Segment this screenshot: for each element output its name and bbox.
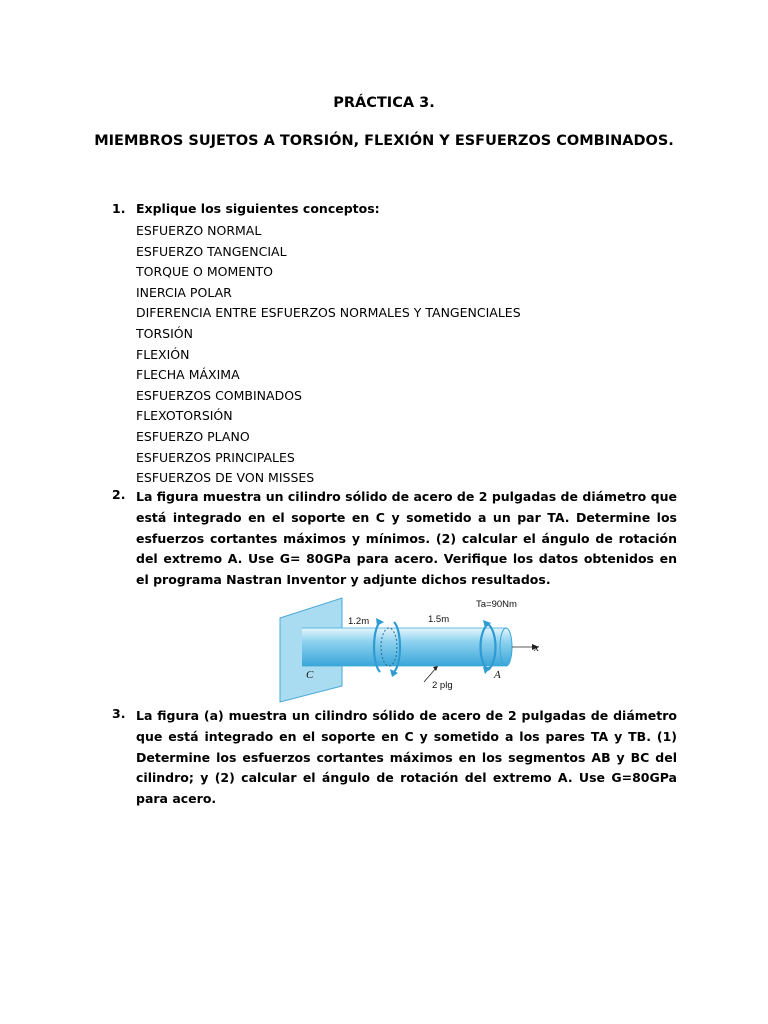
label-length-2: 1.5m xyxy=(428,614,450,625)
list-item: INERCIA POLAR xyxy=(136,284,232,300)
label-support: C xyxy=(306,669,314,681)
list-item: FLECHA MÁXIMA xyxy=(136,367,240,383)
list-item: TORQUE O MOMENTO xyxy=(136,264,273,280)
label-end: A xyxy=(494,669,501,681)
list-item: ESFUERZO PLANO xyxy=(136,428,250,444)
concept-list xyxy=(136,221,521,489)
list-item: ESFUERZO TANGENCIAL xyxy=(136,243,287,259)
arrowhead-icon xyxy=(390,669,398,677)
list-item: ESFUERZOS COMBINADOS xyxy=(136,387,302,403)
label-diameter: 2 plg xyxy=(432,680,453,691)
list-item: FLEXOTORSIÓN xyxy=(136,408,233,424)
list-item: TORSIÓN xyxy=(136,325,193,341)
arrowhead-icon xyxy=(483,667,491,674)
list-item: ESFUERZOS PRINCIPALES xyxy=(136,449,295,465)
question-3-number: 3. xyxy=(112,706,126,721)
question-2-number: 2. xyxy=(112,487,126,502)
list-item: ESFUERZO NORMAL xyxy=(136,223,262,238)
question-1-heading: Explique los siguientes conceptos: xyxy=(136,201,380,216)
question-1-number: 1. xyxy=(112,201,126,216)
document-subtitle: MIEMBROS SUJETOS A TORSIÓN, FLEXIÓN Y ESFUERZOS COMBINADOS. xyxy=(94,133,674,149)
list-item: DIFERENCIA ENTRE ESFUERZOS NORMALES Y TANGENCIALES xyxy=(136,305,521,321)
list-item: ESFUERZOS DE VON MISSES xyxy=(136,470,315,486)
list-item: FLEXIÓN xyxy=(136,346,190,362)
question-2-text: La figura muestra un cilindro sólido de acero de 2 pulgadas de diámetro que está integrado en el soporte en C y sometido a un par TA. Determine los esfuerzos cortantes máximos y mínimos. (2) calcular el ángulo de rotación del extremo A. Use G= 80GPa para acero. Verifique los datos obtenidos en el programa Nastran Inventor y adjunte dichos resultados. xyxy=(136,489,677,588)
shaft-end xyxy=(500,628,512,666)
label-axis: x xyxy=(534,642,539,654)
document-title: PRÁCTICA 3. xyxy=(333,95,435,111)
question-3-text: La figura (a) muestra un cilindro sólido de acero de 2 pulgadas de diámetro que está integrado en el soporte en C y sometido a los pares TA y TB. (1) Determine los esfuerzos cortantes máximos en los segmentos AB y BC del cilindro; y (2) calcular el ángulo de rotación del extremo A. Use G=80GPa para acero. xyxy=(136,708,677,807)
shaft-body xyxy=(302,628,506,666)
label-length-1: 1.2m xyxy=(348,616,370,627)
label-torque: Ta=90Nm xyxy=(476,599,517,610)
shaft-figure xyxy=(276,594,546,704)
arrowhead-icon xyxy=(376,618,384,626)
